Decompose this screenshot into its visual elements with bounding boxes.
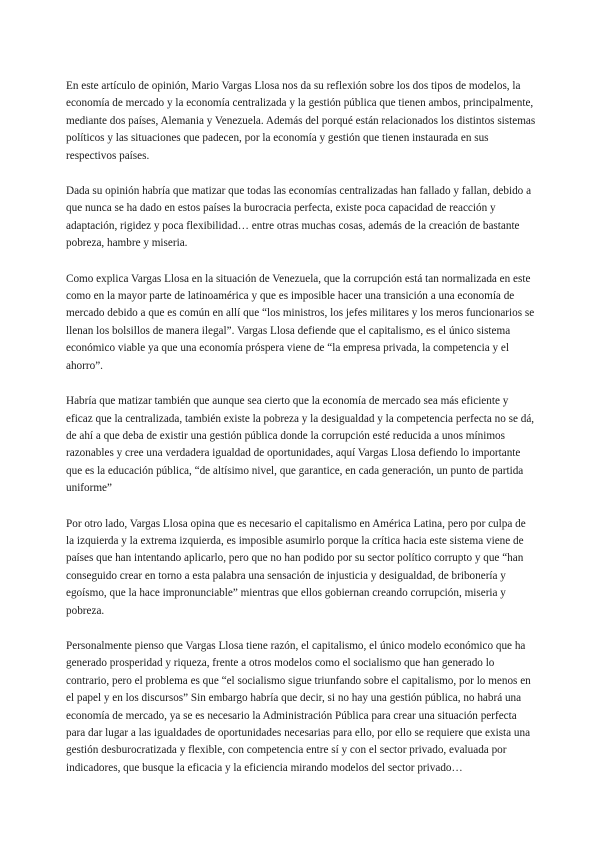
paragraph-personal-opinion: Personalmente pienso que Vargas Llosa tiene razón, el capitalismo, el único modelo económico que ha generado prosperidad y riqueza, frente a otros modelos como el socialismo que han generado lo contrario, pero el problema es que “el socialismo sigue triunfando sobre el capitalismo, por lo menos en el papel y en los discursos” Sin embargo habría que decir, si no hay una gestión pública, no habrá una economía de mercado, ya se es necesario la Administración Pública para crear una situación perfecta para dar lugar a las igualdades de oportunidades necesarias para ello, por ello se requiere que exista una gestión desburocratizada y flexible, con competencia entre sí y con el sector privado, evaluada por indicadores, que busque la eficacia y la eficiencia mirando modelos del sector privado… bbox=[66, 639, 531, 774]
document-body bbox=[66, 78, 536, 777]
paragraph-intro: En este artículo de opinión, Mario Vargas Llosa nos da su reflexión sobre los dos tipos de modelos, la economía de mercado y la economía centralizada y la gestión pública que tienen ambos, principalmente, mediante dos países, Alemania y Venezuela. Además del porqué están relacionados los distintos sistemas políticos y las situaciones que padecen, por la economía y gestión que tienen instaurada en sus respectivos países. bbox=[66, 80, 536, 162]
paragraph-centralized-economies: Dada su opinión habría que matizar que todas las economías centralizadas han fallado y fallan, debido a que nunca se ha dado en estos países la burocracia perfecta, existe poca capacidad de reacción y adaptación, rigidez y poca flexibilidad… entre otras muchas cosas, además de la creación de bastante pobreza, hambre y miseria. bbox=[66, 185, 532, 250]
paragraph-venezuela: Como explica Vargas Llosa en la situación de Venezuela, que la corrupción está tan normalizada en este como en la mayor parte de latinoamérica y que es imposible hacer una transición a una economía de mercado debido a que es común en allí que “los ministros, los jefes militares y los meros funcionarios se llenan los bolsillos de manera ilegal”. Vargas Llosa defiende que el capitalismo, es el único sistema económico viable ya que una economía próspera viene de “la empresa privada, la competencia y el ahorro”. bbox=[66, 272, 535, 372]
paragraph-market-economy: Habría que matizar también que aunque sea cierto que la economía de mercado sea más eficiente y eficaz que la centralizada, también existe la pobreza y la desigualdad y la competencia perfecta no se dá, de ahí a que deba de existir una gestión pública donde la corrupción esté reducida a unos mínimos razonables y cree una verdadera igualdad de oportunidades, aquí Vargas Llosa defiendo lo importante que es la educación pública, “de altísimo nivel, que garantice, en cada generación, un punto de partida uniforme” bbox=[66, 395, 535, 495]
paragraph-latin-america: Por otro lado, Vargas Llosa opina que es necesario el capitalismo en América Latina, pero por culpa de la izquierda y la extrema izquierda, es imposible asumirlo porque la crítica hacia este sistema viene de países que han intentando aplicarlo, pero que no han podido por su sector político corrupto y que “han conseguido crear en torno a esta palabra una sensación de injusticia y desigualdad, de bribonería y egoísmo, que la hace impronunciable” mientras que ellos gobiernan creando corrupción, miseria y pobreza. bbox=[66, 517, 526, 617]
